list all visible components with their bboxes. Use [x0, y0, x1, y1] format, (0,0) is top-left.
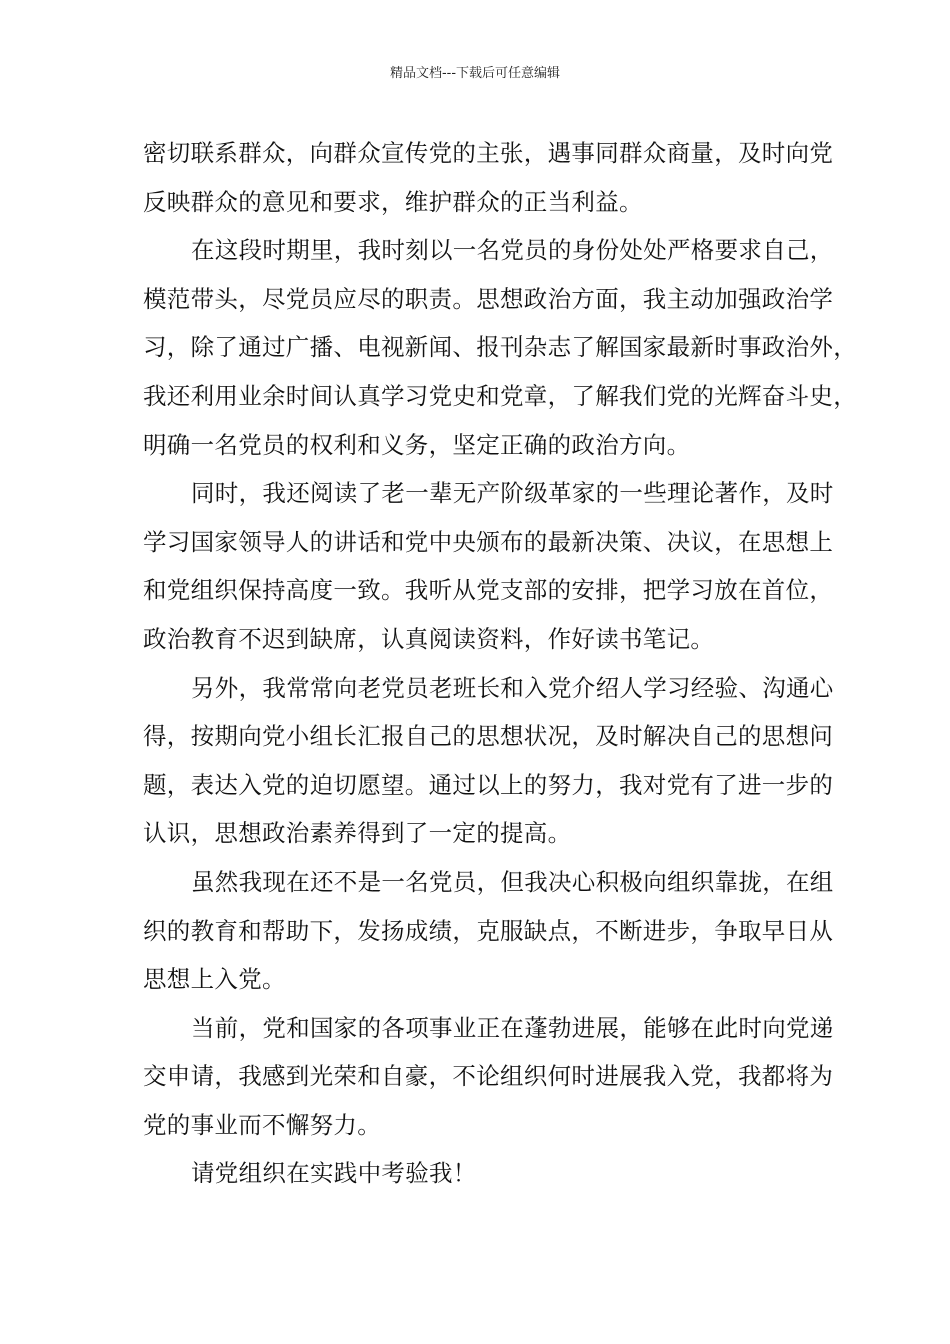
text-line: 交申请，我感到光荣和自豪，不论组织何时进展我入党，我都将为	[143, 1062, 834, 1091]
text-line: 学习国家领导人的讲话和党中央颁布的最新决策、决议，在思想上	[143, 527, 834, 556]
text-line: 虽然我现在还不是一名党员，但我决心积极向组织靠拢，在组	[191, 867, 834, 896]
paragraph	[143, 1149, 823, 1198]
text-line: 织的教育和帮助下，发扬成绩，克服缺点，不断进步，争取早日从	[143, 916, 834, 945]
text-line: 明确一名党员的权利和义务，坚定正确的政治方向。	[143, 430, 691, 459]
document-body	[143, 129, 857, 1198]
text-line: 认识，思想政治素养得到了一定的提高。	[143, 819, 572, 848]
text-line: 得，按期向党小组长汇报自己的思想状况，及时解决自己的思想问	[143, 722, 834, 751]
text-line: 请党组织在实践中考验我！	[191, 1159, 477, 1188]
text-line: 另外，我常常向老党员老班长和入党介绍人学习经验、沟通心	[191, 673, 834, 702]
text-line: 和党组织保持高度一致。我听从党支部的安排，把学习放在首位，	[143, 576, 834, 605]
paragraph	[143, 469, 834, 663]
text-line: 在这段时期里，我时刻以一名党员的身份处处严格要求自己，	[191, 236, 834, 265]
text-line: 模范带头，尽党员应尽的职责。思想政治方面，我主动加强政治学	[143, 284, 834, 313]
paragraph	[143, 1004, 834, 1150]
page-header: 精品文档---下载后可任意编辑	[389, 66, 561, 81]
text-line: 思想上入党。	[143, 965, 286, 994]
text-line: 题，表达入党的迫切愿望。通过以上的努力，我对党有了进一步的	[143, 770, 834, 799]
text-line: 我还利用业余时间认真学习党史和党章，了解我们党的光辉奋斗史，	[143, 381, 857, 410]
text-line: 密切联系群众，向群众宣传党的主张，遇事同群众商量，及时向党	[143, 139, 834, 167]
text-line: 同时，我还阅读了老一辈无产阶级革家的一些理论著作，及时	[191, 479, 834, 508]
text-line: 政治教育不迟到缺席，认真阅读资料，作好读书笔记。	[143, 624, 715, 653]
paragraph	[143, 664, 834, 858]
text-line: 反映群众的意见和要求，维护群众的正当利益。	[143, 187, 643, 216]
paragraph	[143, 858, 834, 1004]
text-line: 习，除了通过广播、电视新闻、报刊杂志了解国家最新时事政治外，	[143, 333, 857, 362]
paragraph	[143, 226, 857, 469]
text-line: 党的事业而不懈努力。	[143, 1110, 381, 1139]
text-line: 当前，党和国家的各项事业正在蓬勃进展，能够在此时向党递	[191, 1013, 834, 1042]
paragraph	[143, 129, 834, 226]
